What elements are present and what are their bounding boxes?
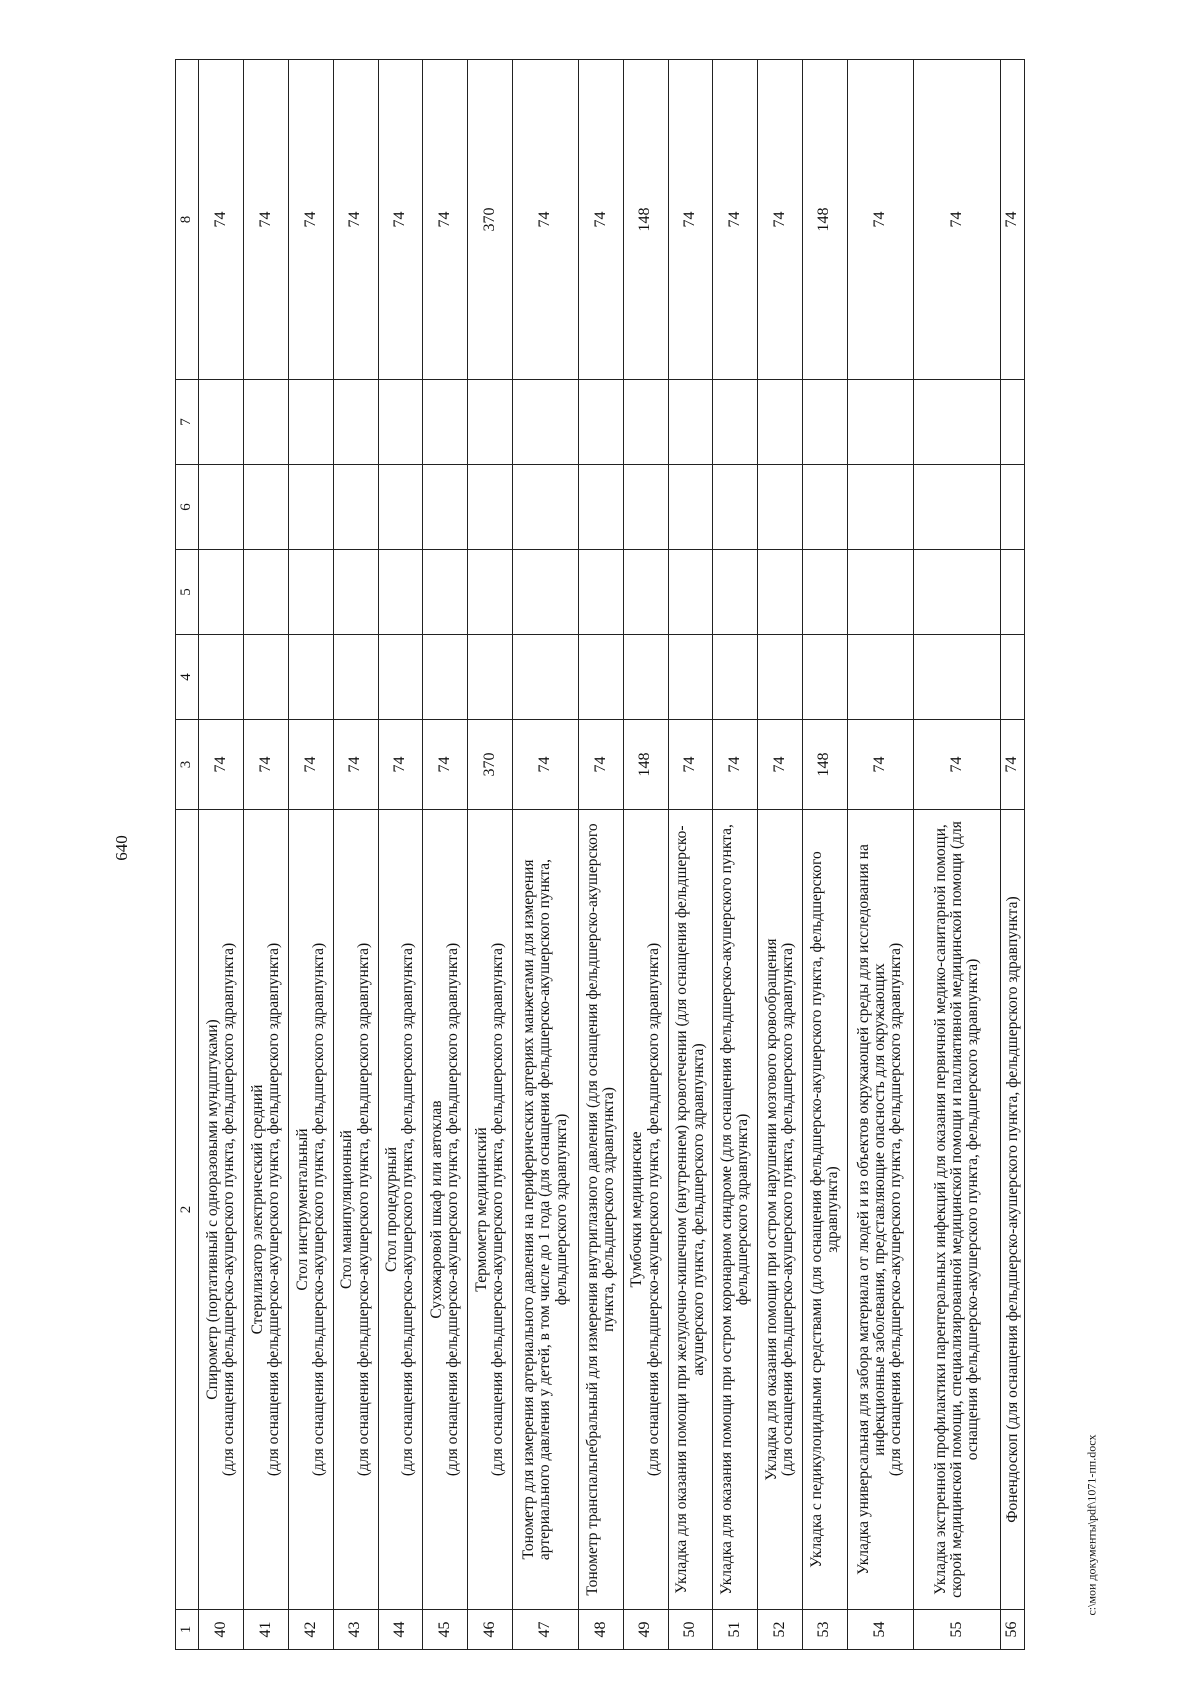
item-name: Укладка для оказания помощи при остром коронарном синдроме (для оснащения фельдшерско-акушерского пункта, фельдшерского здравпункта)	[718, 824, 752, 1595]
header-cell: 7	[176, 380, 199, 465]
table-row	[512, 60, 578, 1650]
quantity-col4-cell	[423, 635, 468, 720]
row-number-cell: 48	[579, 1610, 624, 1650]
quantity-col6-cell	[512, 465, 578, 550]
quantity-total-cell: 148	[623, 60, 668, 380]
quantity-col7-cell	[289, 380, 334, 465]
quantity-col5-cell	[468, 550, 513, 635]
description-cell	[758, 810, 803, 1610]
quantity-col5-cell	[758, 550, 803, 635]
description-cell	[199, 810, 244, 1610]
quantity-total-cell: 74	[713, 60, 758, 380]
item-note: (для оснащения фельдшерско-акушерского пункта, фельдшерского здравпункта)	[220, 942, 238, 1477]
quantity-col6-cell	[758, 465, 803, 550]
quantity-col7-cell	[802, 380, 847, 465]
description-cell	[913, 810, 1000, 1610]
quantity-col6-cell	[468, 465, 513, 550]
quantity-col7-cell	[713, 380, 758, 465]
quantity-col7-cell	[847, 380, 913, 465]
item-name: Стерилизатор электрический средний	[248, 1084, 266, 1335]
quantity-col5-cell	[713, 550, 758, 635]
table-row	[468, 60, 513, 1650]
quantity-col6-cell	[847, 465, 913, 550]
quantity-col4-cell	[1001, 635, 1025, 720]
table-row	[244, 60, 289, 1650]
item-note: (для оснащения фельдшерско-акушерского пункта, фельдшерского здравпункта)	[444, 942, 462, 1477]
quantity-col3-cell: 74	[713, 720, 758, 810]
item-name: Тонометр для измерения артериального давления на периферических артериях манжетами для измерения артериального давления у детей, в том числе до 1 года (для оснащения фельдшерско-акушерского пункта, фельдшерского здравпункта)	[520, 858, 570, 1561]
page-number: 640	[112, 835, 131, 861]
quantity-col3-cell: 74	[512, 720, 578, 810]
row-number-cell: 49	[623, 1610, 668, 1650]
quantity-col6-cell	[579, 465, 624, 550]
quantity-col4-cell	[758, 635, 803, 720]
description-cell	[713, 810, 758, 1610]
item-note: (для оснащения фельдшерско-акушерского пункта, фельдшерского здравпункта)	[779, 942, 797, 1477]
table-row	[758, 60, 803, 1650]
header-cell: 6	[176, 465, 199, 550]
quantity-col6-cell	[199, 465, 244, 550]
quantity-col5-cell	[1001, 550, 1025, 635]
row-number-cell: 46	[468, 1610, 513, 1650]
quantity-col5-cell	[623, 550, 668, 635]
item-name: Термометр медицинский	[472, 1127, 490, 1292]
item-name: Укладка универсальная для забора материала от людей и из объектов окружающей среды для исследования на инфекционные заболевания, представляющие опасность для окружающих	[854, 844, 889, 1575]
quantity-col7-cell	[512, 380, 578, 465]
quantity-col4-cell	[244, 635, 289, 720]
quantity-col7-cell	[423, 380, 468, 465]
quantity-col3-cell: 74	[1001, 720, 1025, 810]
quantity-col4-cell	[847, 635, 913, 720]
row-number-cell: 42	[289, 1610, 334, 1650]
quantity-col5-cell	[423, 550, 468, 635]
quantity-col3-cell: 148	[623, 720, 668, 810]
table-row	[802, 60, 847, 1650]
quantity-col6-cell	[289, 465, 334, 550]
quantity-col6-cell	[802, 465, 847, 550]
item-note: (для оснащения фельдшерско-акушерского пункта, фельдшерского здравпункта)	[887, 942, 905, 1477]
item-note: (для оснащения фельдшерско-акушерского пункта, фельдшерского здравпункта)	[265, 942, 283, 1477]
quantity-col3-cell: 370	[468, 720, 513, 810]
quantity-total-cell: 74	[913, 60, 1000, 380]
item-name: Тумбочки медицинские	[628, 1131, 646, 1288]
table-row	[913, 60, 1000, 1650]
description-cell	[468, 810, 513, 1610]
quantity-col3-cell: 74	[378, 720, 423, 810]
quantity-col7-cell	[668, 380, 713, 465]
quantity-col7-cell	[1001, 380, 1025, 465]
description-cell	[668, 810, 713, 1610]
header-cell: 8	[176, 60, 199, 380]
item-note: (для оснащения фельдшерско-акушерского пункта, фельдшерского здравпункта)	[489, 942, 507, 1477]
quantity-col7-cell	[333, 380, 378, 465]
row-number-cell: 51	[713, 1610, 758, 1650]
item-name: Стол инструментальный	[293, 1128, 311, 1291]
row-number-cell: 41	[244, 1610, 289, 1650]
footer-file-path: c:\мои документы\pdf\1071-пп.docx	[1084, 1434, 1099, 1616]
quantity-total-cell: 74	[199, 60, 244, 380]
table-row	[847, 60, 913, 1650]
table-row	[713, 60, 758, 1650]
row-number-cell: 50	[668, 1610, 713, 1650]
item-name: Тонометр транспальпебральный для измерения внутриглазного давления (для оснащения фельдшерско-акушерского пункта, фельдшерского здравпункта)	[583, 823, 617, 1596]
quantity-col4-cell	[199, 635, 244, 720]
quantity-col6-cell	[913, 465, 1000, 550]
quantity-col5-cell	[244, 550, 289, 635]
table-row	[289, 60, 334, 1650]
quantity-col4-cell	[512, 635, 578, 720]
quantity-col5-cell	[847, 550, 913, 635]
quantity-total-cell: 74	[423, 60, 468, 380]
quantity-col4-cell	[713, 635, 758, 720]
table-row	[668, 60, 713, 1650]
quantity-col6-cell	[423, 465, 468, 550]
quantity-col4-cell	[623, 635, 668, 720]
quantity-col3-cell: 148	[802, 720, 847, 810]
header-cell: 5	[176, 550, 199, 635]
quantity-total-cell: 74	[378, 60, 423, 380]
quantity-col3-cell: 74	[333, 720, 378, 810]
table-row	[199, 60, 244, 1650]
header-cell: 2	[176, 810, 199, 1610]
item-name: Стол манипуляционный	[338, 1130, 356, 1289]
quantity-col3-cell: 74	[847, 720, 913, 810]
quantity-col4-cell	[378, 635, 423, 720]
description-cell	[579, 810, 624, 1610]
row-number-cell: 56	[1001, 1610, 1025, 1650]
row-number-cell: 40	[199, 1610, 244, 1650]
item-name: Сухожаровой шкаф или автоклав	[427, 1100, 445, 1319]
table-row	[1001, 60, 1025, 1650]
quantity-col3-cell: 74	[423, 720, 468, 810]
item-note: (для оснащения фельдшерско-акушерского пункта, фельдшерского здравпункта)	[399, 942, 417, 1477]
row-number-cell: 47	[512, 1610, 578, 1650]
quantity-col5-cell	[668, 550, 713, 635]
quantity-col3-cell: 74	[289, 720, 334, 810]
item-name: Укладка для оказания помощи при остром нарушении мозгового кровообращения	[762, 938, 780, 1481]
quantity-total-cell: 74	[847, 60, 913, 380]
quantity-total-cell: 370	[468, 60, 513, 380]
table-row	[579, 60, 624, 1650]
quantity-col7-cell	[913, 380, 1000, 465]
row-number-cell: 52	[758, 1610, 803, 1650]
quantity-total-cell: 74	[289, 60, 334, 380]
item-name: Стол процедурный	[383, 1147, 401, 1273]
item-name: Укладка экстренной профилактики парентеральных инфекций для оказания первичной медико-санитарной помощи, скорой медицинской помощи, специализированной медицинской помощи и паллиативной медицинской помощи (для оснащения фельдшерско-акушерского пункта, фельдшерского здравпункта)	[931, 821, 982, 1598]
header-cell: 4	[176, 635, 199, 720]
quantity-col7-cell	[244, 380, 289, 465]
quantity-col5-cell	[289, 550, 334, 635]
description-cell	[623, 810, 668, 1610]
description-cell	[512, 810, 578, 1610]
quantity-col4-cell	[668, 635, 713, 720]
table-row	[378, 60, 423, 1650]
description-cell	[847, 810, 913, 1610]
table-body	[176, 60, 1025, 1650]
equipment-table	[175, 59, 1025, 1650]
quantity-col5-cell	[802, 550, 847, 635]
quantity-col3-cell: 74	[758, 720, 803, 810]
quantity-total-cell: 74	[668, 60, 713, 380]
quantity-col3-cell: 74	[579, 720, 624, 810]
quantity-col7-cell	[468, 380, 513, 465]
row-number-cell: 44	[378, 1610, 423, 1650]
quantity-col4-cell	[913, 635, 1000, 720]
item-name: Фонендоскоп (для оснащения фельдшерско-акушерского пункта, фельдшерского здравпункта)	[1003, 896, 1021, 1523]
header-cell: 1	[176, 1610, 199, 1650]
quantity-col7-cell	[758, 380, 803, 465]
quantity-col6-cell	[623, 465, 668, 550]
quantity-col3-cell: 74	[668, 720, 713, 810]
quantity-col6-cell	[244, 465, 289, 550]
description-cell	[289, 810, 334, 1610]
quantity-col4-cell	[802, 635, 847, 720]
quantity-total-cell: 74	[1001, 60, 1025, 380]
quantity-col7-cell	[378, 380, 423, 465]
quantity-col4-cell	[289, 635, 334, 720]
row-number-cell: 43	[333, 1610, 378, 1650]
quantity-col6-cell	[378, 465, 423, 550]
item-name: Укладка с педикулоцидными средствами (для оснащения фельдшерско-акушерского пункта, фельдшерского здравпункта)	[807, 851, 841, 1568]
quantity-col7-cell	[623, 380, 668, 465]
quantity-col3-cell: 74	[199, 720, 244, 810]
quantity-total-cell: 148	[802, 60, 847, 380]
table-row	[333, 60, 378, 1650]
quantity-col7-cell	[199, 380, 244, 465]
row-number-cell: 45	[423, 1610, 468, 1650]
row-number-cell: 53	[802, 1610, 847, 1650]
item-name: Укладка для оказания помощи при желудочно-кишечном (внутреннем) кровотечении (для оснащения фельдшерско-акушерского пункта, фельдшерского здравпункта)	[673, 825, 707, 1594]
quantity-col5-cell	[913, 550, 1000, 635]
header-cell: 3	[176, 720, 199, 810]
quantity-col5-cell	[378, 550, 423, 635]
quantity-col6-cell	[333, 465, 378, 550]
item-note: (для оснащения фельдшерско-акушерского пункта, фельдшерского здравпункта)	[309, 942, 327, 1477]
quantity-total-cell: 74	[758, 60, 803, 380]
quantity-total-cell: 74	[244, 60, 289, 380]
table-row	[423, 60, 468, 1650]
quantity-total-cell: 74	[512, 60, 578, 380]
rotated-table-container	[175, 60, 1025, 1650]
description-cell	[1001, 810, 1025, 1610]
quantity-col5-cell	[333, 550, 378, 635]
quantity-col7-cell	[579, 380, 624, 465]
quantity-col4-cell	[333, 635, 378, 720]
description-cell	[378, 810, 423, 1610]
quantity-total-cell: 74	[333, 60, 378, 380]
description-cell	[244, 810, 289, 1610]
quantity-col4-cell	[579, 635, 624, 720]
table-header-row	[176, 60, 199, 1650]
quantity-col6-cell	[668, 465, 713, 550]
quantity-col6-cell	[713, 465, 758, 550]
item-note: (для оснащения фельдшерско-акушерского пункта, фельдшерского здравпункта)	[644, 942, 662, 1477]
item-name: Спирометр (портативный с одноразовыми мундштуками)	[204, 1019, 222, 1400]
quantity-col4-cell	[468, 635, 513, 720]
quantity-col3-cell: 74	[913, 720, 1000, 810]
quantity-col5-cell	[512, 550, 578, 635]
quantity-col3-cell: 74	[244, 720, 289, 810]
item-note: (для оснащения фельдшерско-акушерского пункта, фельдшерского здравпункта)	[354, 942, 372, 1477]
quantity-col5-cell	[199, 550, 244, 635]
table-row	[623, 60, 668, 1650]
row-number-cell: 55	[913, 1610, 1000, 1650]
quantity-col5-cell	[579, 550, 624, 635]
description-cell	[333, 810, 378, 1610]
description-cell	[802, 810, 847, 1610]
quantity-col6-cell	[1001, 465, 1025, 550]
description-cell	[423, 810, 468, 1610]
row-number-cell: 54	[847, 1610, 913, 1650]
quantity-total-cell: 74	[579, 60, 624, 380]
